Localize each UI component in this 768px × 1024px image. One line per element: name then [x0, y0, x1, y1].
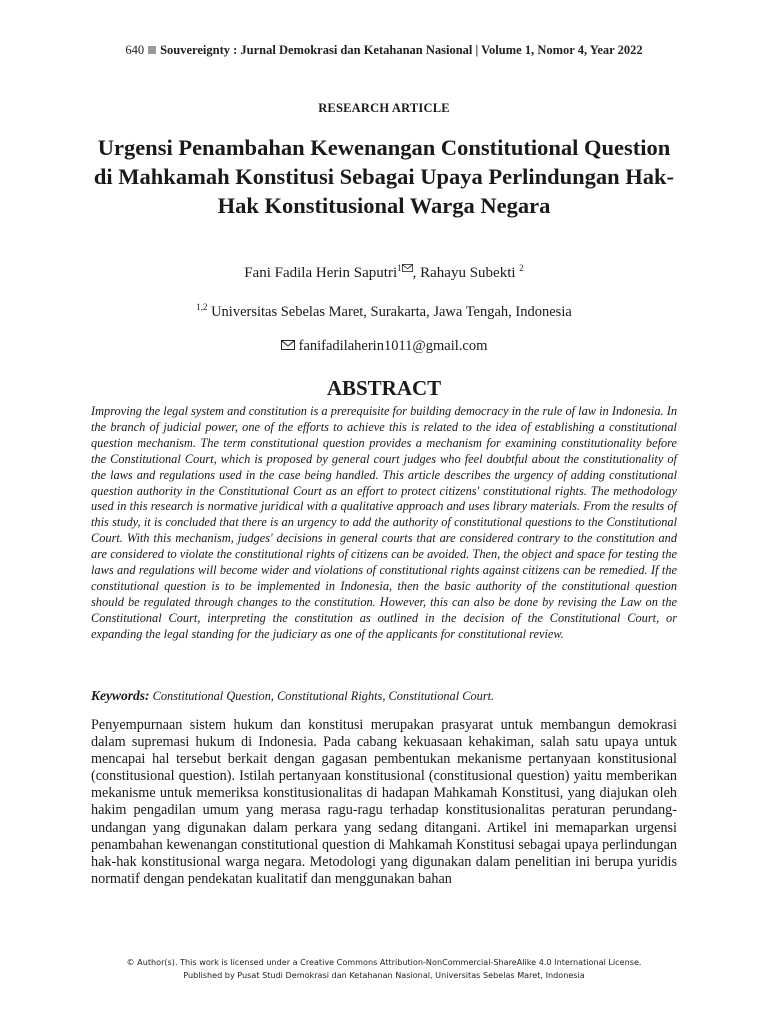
body-paragraph: Penyempurnaan sistem hukum dan konstitusi merupakan prasyarat untuk membangun demokrasi dalam supremasi hukum di Indonesia. Pada cabang kekuasaan kehakiman, salah satu upaya untuk mencapai hal tersebut berkait dengan gagasan pembentukan mekanisme pertanyaan konstitusional (constitusional question). Istilah pertanyaan konstitusional (constitusional question) yaitu memberikan mekanisme untuk memeriksa konstitusionalitas di hadapan Mahkamah Konstitusi, yang diajukan oleh hakim pengadilan umum yang merasa ragu-ragu terhadap konstitusionalitas peraturan perundang-undangan yang digunakan dalam perkara yang sedang ditangani. Artikel ini memaparkan urgensi penambahan kewenangan constitutional question di Mahkamah Konstitusi sebagai upaya perlindungan hak-hak konstitusional warga negara. Metodologi yang digunakan dalam penelitian ini berupa yuridis normatif dengan pendekatan kualitatif dan menggunakan bahan [91, 717, 677, 887]
author-affiliation-marker: 1 [397, 263, 402, 273]
email-address[interactable]: fanifadilaherin1011@gmail.com [298, 338, 488, 354]
envelope-icon [281, 340, 295, 350]
running-header [0, 43, 768, 58]
envelope-icon [402, 264, 413, 272]
affiliation [0, 302, 768, 321]
keywords [91, 688, 677, 704]
affiliation-marker: 1,2 [196, 302, 208, 312]
footer [0, 956, 768, 981]
author-separator: , [412, 265, 421, 281]
page-number: 640 [125, 43, 145, 57]
author-name: Rahayu Subekti [420, 265, 516, 281]
keywords-list: Constitutional Question, Constitutional Rights, Constitutional Court. [152, 689, 495, 703]
article-title: Urgensi Penambahan Kewenangan Constitutional Question di Mahkamah Konstitusi Sebagai Upaya Perlindungan Hak-Hak Konstitusional Warga Negara [93, 135, 675, 218]
affiliation-text: Universitas Sebelas Maret, Surakarta, Jawa Tengah, Indonesia [211, 304, 572, 320]
author-affiliation-marker: 2 [519, 263, 524, 273]
abstract-text: Improving the legal system and constitution is a prerequisite for building democracy in the rule of law in Indonesia. In the branch of judicial power, one of the efforts to achieve this is related to the idea of establishing a constitutional question mechanism. The term constitutional question provides a mechanism for examining constitutionality before the Constitutional Court, which is proposed by general court judges who feel doubtful about the constitutionality of the laws and regulations used in the case being handled. This article describes the urgency of adding constitutional question authority in the Constitutional Court as an effort to protect citizens' constitutional rights. The methodology used in this research is normative juridical with a qualitative approach and uses library materials. From the results of this study, it is concluded that there is an urgency to add the authority of constitutional questions to the Constitutional Court. With this mechanism, judges' decisions in general courts that are considered contrary to the constitution and are considered to violate the constitutional rights of citizens can be avoided. Then, the object and space for testing the laws and regulations will become wider and violations of constitutional rights against citizens can be remedied. If the constitutional question is to be implemented in Indonesia, then the basic authority of the constitutional question should be regulated through changes to the constitution. However, this can also be done by revising the Law on the Constitutional Court, interpreting the constitution as outlined in the decision of the Constitutional Court, or expanding the legal standing for the judiciary as one of the applicants for constitutional review. [91, 404, 677, 641]
license-notice: © Author(s). This work is licensed under a Creative Commons Attribution-NonCommercial-ShareAlike 4.0 International License. [126, 957, 642, 967]
correspondence-email [0, 338, 768, 355]
author-name: Fani Fadila Herin Saputri [244, 265, 398, 281]
abstract-heading: ABSTRACT [326, 376, 442, 400]
article-type-label: RESEARCH ARTICLE [318, 101, 450, 115]
author-line [0, 263, 768, 282]
journal-citation: Souvereignty : Jurnal Demokrasi dan Ketahanan Nasional | Volume 1, Nomor 4, Year 2022 [160, 43, 643, 57]
keywords-label: Keywords: [91, 688, 150, 703]
square-bullet-icon [148, 46, 156, 54]
publisher-notice: Published by Pusat Studi Demokrasi dan Ketahanan Nasional, Universitas Sebelas Maret, Indonesia [183, 969, 585, 980]
